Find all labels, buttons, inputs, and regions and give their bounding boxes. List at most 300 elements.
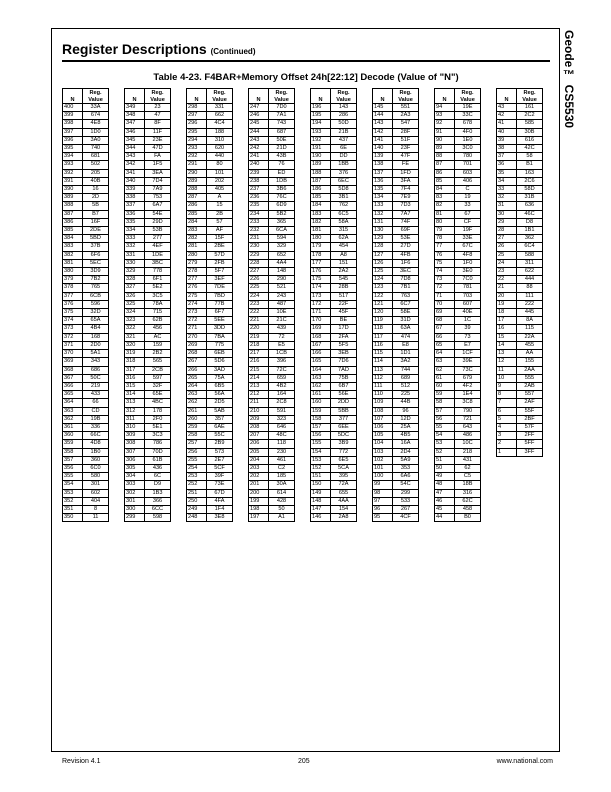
table-row [311,210,357,218]
reg-value-cell: 2AB [517,382,543,390]
reg-value-cell: 7BA [207,333,233,341]
n-cell: 37 [497,153,517,161]
table-row [311,341,357,349]
table-row [249,128,295,136]
n-cell: 292 [187,153,207,161]
n-cell: 357 [63,456,83,464]
reg-value-cell: 40B [83,177,109,185]
table-row [311,235,357,243]
n-cell: 314 [125,391,145,399]
n-cell: 84 [435,186,455,194]
reg-value-cell: 58A [331,218,357,226]
reg-value-cell: 781 [455,284,481,292]
reg-value-cell: 7D8 [393,276,419,284]
n-cell: 387 [63,210,83,218]
subtable-header-row [497,89,543,104]
n-cell: 246 [249,112,269,120]
table-row [187,366,233,374]
table-row [63,341,109,349]
table-row [497,366,543,374]
table-row [63,448,109,456]
reg-value-cell: 594 [269,235,295,243]
reg-value-cell: 790 [455,407,481,415]
n-cell: 339 [125,186,145,194]
table-row [497,104,543,112]
reg-value-cell: 588 [517,251,543,259]
table-row [497,112,543,120]
reg-value-cell: 395 [331,473,357,481]
table-row [125,112,171,120]
n-cell: 196 [311,104,331,112]
reg-value-cell: 30A [269,481,295,489]
table-row [435,120,481,128]
reg-value-cell: 161 [517,104,543,112]
n-cell: 163 [311,374,331,382]
reg-value-cell: 1CB [269,350,295,358]
reg-value-cell: 5B [83,202,109,210]
reg-value-cell: 4F2 [455,382,481,390]
n-cell: 347 [125,120,145,128]
reg-value-cell: DD [331,153,357,161]
reg-value-cell: 188 [207,128,233,136]
reg-value-cell: 6A6 [393,473,419,481]
table-row [373,300,419,308]
table-caption: Table 4-23. F4BAR+Memory Offset 24h[22:12] Decode (Value of "N") [153,72,459,83]
reg-value-cell: 775 [207,341,233,349]
n-cell: 230 [249,243,269,251]
n-cell: 178 [311,251,331,259]
reg-value-cell: 376 [331,169,357,177]
reg-value-cell: 2AF [517,399,543,407]
n-cell: 383 [63,243,83,251]
n-cell: 355 [63,473,83,481]
n-cell: 165 [311,358,331,366]
reg-value-cell: 10C [455,440,481,448]
n-cell: 3 [497,432,517,440]
table-row [249,227,295,235]
table-row [187,317,233,325]
n-cell: 56 [435,415,455,423]
n-cell: 342 [125,161,145,169]
reg-value-cell: 2B9 [207,440,233,448]
n-cell: 86 [435,169,455,177]
reg-value-cell: 30B [517,128,543,136]
n-cell: 359 [63,440,83,448]
n-cell: 356 [63,464,83,472]
n-cell: 243 [249,136,269,144]
reg-value-cell: 6C4 [517,243,543,251]
table-row [497,399,543,407]
reg-value-cell: 431 [455,456,481,464]
reg-value-cell: 53E [393,235,419,243]
subtable-header-row [311,89,357,104]
n-cell: 340 [125,177,145,185]
reg-value-cell: 58 [517,153,543,161]
reg-value-cell: 33E [455,235,481,243]
reg-value-cell: 486 [455,432,481,440]
n-cell: 91 [435,128,455,136]
reg-value-cell: E7 [455,341,481,349]
table-row [63,399,109,407]
table-row [311,243,357,251]
n-cell: 361 [63,423,83,431]
n-cell: 392 [63,169,83,177]
n-cell: 388 [63,202,83,210]
n-cell: 171 [311,309,331,317]
reg-value-cell: 655 [331,489,357,497]
reg-value-cell: 66 [83,399,109,407]
reg-value-cell: 32F [145,382,171,390]
table-row [311,325,357,333]
n-cell: 58 [435,399,455,407]
reg-value-cell: 5CA [331,464,357,472]
table-row [373,186,419,194]
reg-value-cell: 63A [393,325,419,333]
n-cell: 259 [187,423,207,431]
reg-value-cell: 636 [517,202,543,210]
table-row [249,432,295,440]
reg-value-cell: 50E [269,136,295,144]
reg-value-cell: 6EE [331,423,357,431]
n-cell: 106 [373,423,393,431]
table-row [187,374,233,382]
n-cell: 19 [497,300,517,308]
reg-value-cell: 5DC [331,432,357,440]
n-cell: 78 [435,235,455,243]
n-cell: 10 [497,374,517,382]
table-row [187,325,233,333]
table-row [497,194,543,202]
n-cell: 326 [125,292,145,300]
n-cell: 291 [187,161,207,169]
reg-value-cell: B0 [455,514,481,522]
table-row [435,350,481,358]
n-cell: 369 [63,358,83,366]
reg-value-column-header: Reg. Value [393,89,419,104]
n-cell: 320 [125,341,145,349]
n-cell: 95 [373,514,393,522]
decode-subtable [434,88,481,522]
n-cell: 41 [497,120,517,128]
table-row [497,407,543,415]
table-row [497,161,543,169]
table-row [125,448,171,456]
table-row [125,243,171,251]
n-cell: 280 [187,251,207,259]
reg-value-cell: 778 [145,268,171,276]
table-row [435,153,481,161]
n-cell: 23 [497,268,517,276]
n-cell: 236 [249,194,269,202]
n-cell: 157 [311,423,331,431]
n-cell: 224 [249,292,269,300]
n-cell: 127 [373,251,393,259]
n-cell: 350 [63,514,83,522]
table-row [63,473,109,481]
reg-value-cell: 502 [83,161,109,169]
n-cell: 100 [373,473,393,481]
n-cell: 252 [187,481,207,489]
reg-value-cell: 55C [207,432,233,440]
n-cell: 337 [125,202,145,210]
table-row [187,145,233,153]
table-row [125,300,171,308]
reg-value-cell: 512 [393,382,419,390]
reg-value-cell: 353 [393,464,419,472]
table-row [249,300,295,308]
table-row [187,210,233,218]
reg-value-cell: 3A2 [393,358,419,366]
n-cell: 44 [435,514,455,522]
decode-subtable [372,88,419,522]
reg-value-cell: 19B [83,415,109,423]
reg-value-cell: 39E [455,358,481,366]
table-row [125,514,171,522]
reg-value-cell: 48C [269,432,295,440]
table-row [373,292,419,300]
n-cell: 240 [249,161,269,169]
reg-value-cell: 21C [269,317,295,325]
table-row [373,456,419,464]
reg-value-cell: 445 [517,309,543,317]
n-cell: 61 [435,374,455,382]
table-row [373,161,419,169]
table-row [187,407,233,415]
table-row [63,505,109,513]
reg-value-cell: 58E [393,309,419,317]
n-cell: 51 [435,456,455,464]
table-row [435,268,481,276]
table-row [187,432,233,440]
table-row [187,350,233,358]
reg-value-cell: 396 [269,358,295,366]
reg-value-cell: CF [455,218,481,226]
table-row [435,456,481,464]
table-row [249,333,295,341]
reg-value-cell: 743 [269,120,295,128]
n-cell: 345 [125,136,145,144]
reg-value-cell: 5A9 [393,456,419,464]
reg-value-cell: 19 [455,194,481,202]
subtable-header-row [187,89,233,104]
n-cell: 114 [373,358,393,366]
n-cell: 241 [249,153,269,161]
reg-value-cell: 22A [517,333,543,341]
n-cell: 124 [373,276,393,284]
reg-value-cell: 1F4 [207,505,233,513]
n-cell: 317 [125,366,145,374]
table-row [311,169,357,177]
n-cell: 219 [249,333,269,341]
n-cell: 118 [373,325,393,333]
reg-value-cell: 185 [269,473,295,481]
n-cell: 142 [373,128,393,136]
n-cell: 394 [63,153,83,161]
reg-value-cell: 3AD [207,366,233,374]
table-row [435,300,481,308]
table-row [373,366,419,374]
n-cell: 180 [311,235,331,243]
n-cell: 208 [249,423,269,431]
reg-value-cell: AA [517,350,543,358]
table-row [249,309,295,317]
n-cell: 289 [187,177,207,185]
reg-value-cell: 780 [455,153,481,161]
reg-value-cell: 5EC [83,259,109,267]
n-cell: 257 [187,440,207,448]
reg-value-cell: 1CF [455,350,481,358]
reg-value-cell: 598 [145,514,171,522]
reg-value-cell: 3A0 [83,136,109,144]
n-cell: 46 [435,497,455,505]
table-row [373,251,419,259]
n-cell: 68 [435,317,455,325]
table-row [125,194,171,202]
table-row [63,227,109,235]
n-cell: 346 [125,128,145,136]
n-cell: 74 [435,268,455,276]
reg-value-cell: 3B6 [269,186,295,194]
n-cell: 29 [497,218,517,226]
table-row [249,153,295,161]
table-row [311,464,357,472]
table-row [187,505,233,513]
n-cell: 334 [125,227,145,235]
table-row [249,145,295,153]
table-row [435,481,481,489]
reg-value-cell: 101 [207,169,233,177]
reg-value-cell: 7D6 [331,358,357,366]
reg-value-cell: 596 [83,300,109,308]
n-cell: 77 [435,243,455,251]
table-row [311,251,357,259]
reg-value-cell: 42C [517,145,543,153]
n-cell: 26 [497,243,517,251]
table-row [249,243,295,251]
table-row [249,440,295,448]
n-cell: 327 [125,284,145,292]
product-name: Geode™ CS5530 [562,30,576,129]
reg-value-cell: 28B [331,284,357,292]
reg-value-cell: 55F [517,407,543,415]
reg-value-cell: 591 [269,407,295,415]
table-row [63,358,109,366]
n-cell: 330 [125,259,145,267]
n-cell: 107 [373,415,393,423]
reg-value-cell: 3D9 [83,268,109,276]
n-cell: 331 [125,251,145,259]
n-cell: 66 [435,333,455,341]
n-cell: 341 [125,169,145,177]
decode-subtable [496,88,543,457]
n-cell: 297 [187,112,207,120]
reg-value-cell: 7DE [207,284,233,292]
reg-value-cell: 69F [393,227,419,235]
reg-value-cell: 46C [517,210,543,218]
reg-value-cell: 50C [83,374,109,382]
reg-value-cell: 21D [269,145,295,153]
n-cell: 214 [249,374,269,382]
reg-value-cell: 154 [331,505,357,513]
reg-value-cell: 21B [331,128,357,136]
table-row [187,382,233,390]
table-row [187,473,233,481]
reg-value-cell: 66C [83,432,109,440]
reg-value-cell: 1E4 [455,391,481,399]
reg-value-cell: 602 [83,489,109,497]
n-cell: 307 [125,448,145,456]
table-row [435,415,481,423]
n-cell: 14 [497,341,517,349]
reg-value-cell: 57D [207,251,233,259]
reg-value-cell: 5F7 [207,268,233,276]
table-row [249,268,295,276]
n-cell: 70 [435,300,455,308]
table-row [373,432,419,440]
table-row [63,423,109,431]
table-row [497,391,543,399]
n-cell: 34 [497,177,517,185]
reg-value-cell: 365 [269,218,295,226]
table-row [435,341,481,349]
n-cell: 90 [435,136,455,144]
table-row [63,440,109,448]
n-cell: 245 [249,120,269,128]
table-row [311,128,357,136]
table-row [435,161,481,169]
table-row [373,145,419,153]
n-cell: 60 [435,382,455,390]
reg-value-column-header: Reg. Value [207,89,233,104]
decode-subtable [310,88,357,522]
reg-value-cell: 72A [331,481,357,489]
reg-value-cell: 76 [269,161,295,169]
table-row [373,218,419,226]
table-row [63,235,109,243]
n-cell: 39 [497,136,517,144]
reg-value-cell: 678 [455,120,481,128]
reg-value-cell: 6B5 [207,382,233,390]
table-row [63,514,109,522]
table-row [63,415,109,423]
table-row [435,243,481,251]
n-cell: 374 [63,317,83,325]
n-cell: 185 [311,194,331,202]
table-row [63,202,109,210]
reg-value-cell: 2C8 [269,399,295,407]
reg-value-cell: 62B [145,317,171,325]
table-row [497,186,543,194]
n-cell: 205 [249,448,269,456]
reg-value-cell: 2F0 [145,415,171,423]
reg-value-cell: 57 [207,218,233,226]
table-row [497,350,543,358]
table-row [249,399,295,407]
table-row [497,317,543,325]
table-row [373,350,419,358]
n-cell: 139 [373,153,393,161]
reg-value-cell: 329 [269,243,295,251]
table-row [249,235,295,243]
reg-value-cell: 2E7 [207,456,233,464]
reg-value-cell: 6CC [145,505,171,513]
n-cell: 362 [63,415,83,423]
table-row [125,366,171,374]
n-cell: 382 [63,251,83,259]
n-cell: 187 [311,177,331,185]
table-row [497,136,543,144]
n-cell: 352 [63,497,83,505]
